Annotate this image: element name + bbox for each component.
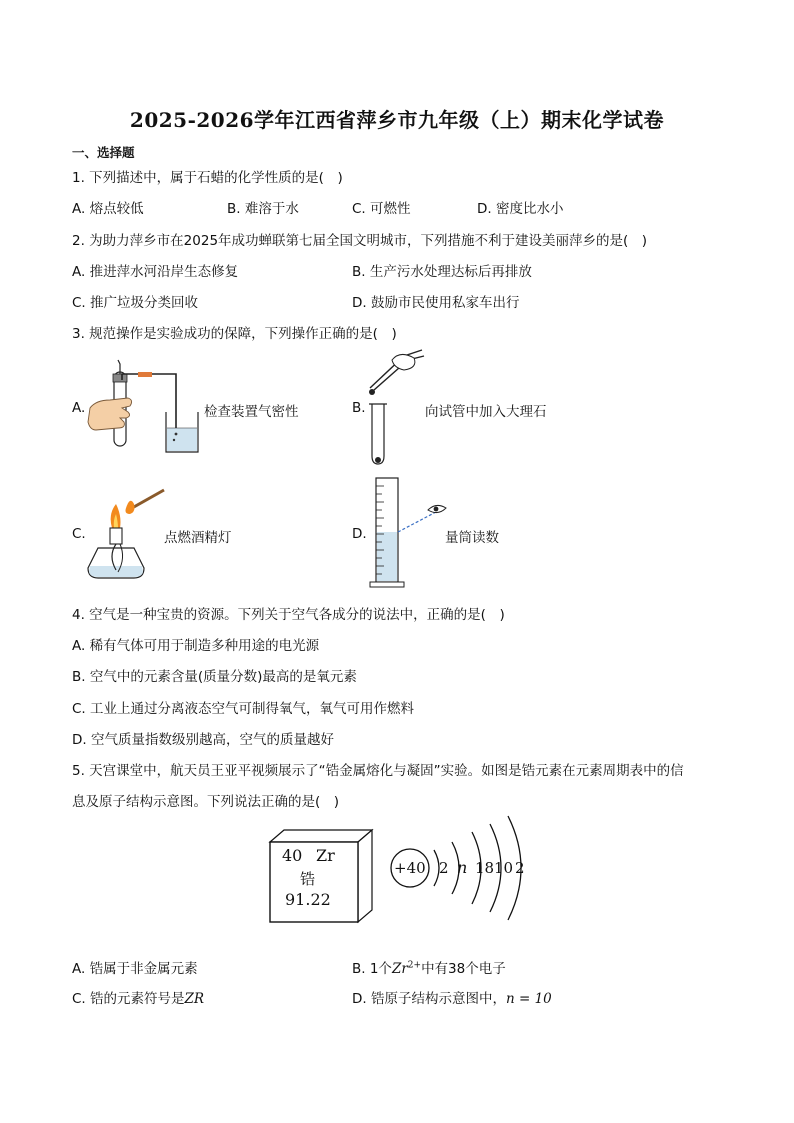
element-symbol: Zr xyxy=(316,846,335,865)
element-atomic-mass: 91.22 xyxy=(285,890,331,909)
q3-option-b-label[interactable]: B. xyxy=(352,400,366,416)
q1-option-d[interactable]: D. 密度比水小 xyxy=(477,201,564,217)
q4-stem: 4. 空气是一种宝贵的资源。下列关于空气各成分的说法中，正确的是( ) xyxy=(72,607,505,623)
zr-ion-charge: 2+ xyxy=(407,960,422,971)
element-cell-box xyxy=(268,828,376,924)
q2-option-c[interactable]: C. 推广垃圾分类回收 xyxy=(72,295,199,311)
q1-option-b[interactable]: B. 难溶于水 xyxy=(227,201,299,217)
atom-shell4-electrons: 10 xyxy=(494,859,514,877)
q5-option-b[interactable] xyxy=(352,957,506,977)
atom-shell1-electrons: 2 xyxy=(439,859,449,877)
graduated-cylinder-figure xyxy=(368,476,454,588)
q5-option-b-suffix: 中有38个电子 xyxy=(421,961,506,977)
q2-stem: 2. 为助力萍乡市在2025年成功蝉联第七届全国文明城市，下列措施不利于建设美丽萍乡的是( ) xyxy=(72,233,648,249)
atom-shell2-electrons: n xyxy=(457,858,468,877)
light-alcohol-lamp-figure xyxy=(86,486,168,582)
q4-option-b[interactable]: B. 空气中的元素含量(质量分数)最高的是氧元素 xyxy=(72,669,357,685)
atom-shell3-electrons: 18 xyxy=(475,859,495,877)
airtightness-check-figure xyxy=(86,360,204,458)
page-title: 2025-2026学年江西省萍乡市九年级（上）期末化学试卷 xyxy=(129,108,665,132)
q3-stem: 3. 规范操作是实验成功的保障，下列操作正确的是( ) xyxy=(72,326,397,342)
q5-option-c-symbol: ZR xyxy=(184,991,205,1007)
q4-option-a[interactable]: A. 稀有气体可用于制造多种用途的电光源 xyxy=(72,638,320,654)
q1-stem: 1. 下列描述中，属于石蜡的化学性质的是( ) xyxy=(72,170,343,186)
element-name: 锆 xyxy=(300,870,316,888)
q1-option-a[interactable]: A. 熔点较低 xyxy=(72,201,144,217)
q3-option-a-caption: 检查装置气密性 xyxy=(204,404,299,420)
q5-option-d-prefix: D. 锆原子结构示意图中， xyxy=(352,991,506,1007)
q3-option-a-label[interactable]: A. xyxy=(72,400,86,416)
q2-option-d[interactable]: D. 鼓励市民使用私家车出行 xyxy=(352,295,520,311)
q3-option-d-label[interactable]: D. xyxy=(352,526,367,542)
q5-option-d[interactable] xyxy=(352,987,552,1007)
q5-option-d-equation: n = 10 xyxy=(505,991,552,1007)
q5-stem-line2: 息及原子结构示意图。下列说法正确的是( ) xyxy=(72,794,340,810)
q3-option-b-caption: 向试管中加入大理石 xyxy=(425,404,547,420)
q1-option-c[interactable]: C. 可燃性 xyxy=(352,201,411,217)
q2-option-b[interactable]: B. 生产污水处理达标后再排放 xyxy=(352,264,532,280)
q3-option-c-label[interactable]: C. xyxy=(72,526,86,542)
q5-option-c[interactable] xyxy=(72,987,204,1007)
add-marble-figure xyxy=(364,348,434,468)
zr-ion-symbol: Zr xyxy=(391,961,408,977)
q5-option-c-prefix: C. 锆的元素符号是 xyxy=(72,991,185,1007)
atom-shell5-electrons: 2 xyxy=(515,859,525,877)
q3-option-d-caption: 量筒读数 xyxy=(445,530,499,546)
section-heading: 一、选择题 xyxy=(72,145,135,160)
q5-option-b-prefix: B. 1个 xyxy=(352,961,392,977)
atom-nucleus-charge: +40 xyxy=(394,859,426,877)
q4-option-d[interactable]: D. 空气质量指数级别越高，空气的质量越好 xyxy=(72,732,334,748)
q5-option-a[interactable]: A. 锆属于非金属元素 xyxy=(72,961,198,977)
q3-option-c-caption: 点燃酒精灯 xyxy=(164,530,232,546)
element-atomic-number: 40 xyxy=(282,846,303,865)
q4-option-c[interactable]: C. 工业上通过分离液态空气可制得氧气，氧气可用作燃料 xyxy=(72,701,415,717)
q2-option-a[interactable]: A. 推进萍水河沿岸生态修复 xyxy=(72,264,239,280)
q5-stem-line1: 5. 天宫课堂中，航天员王亚平视频展示了“锆金属熔化与凝固”实验。如图是锆元素在元素周期表中的信 xyxy=(72,763,684,779)
